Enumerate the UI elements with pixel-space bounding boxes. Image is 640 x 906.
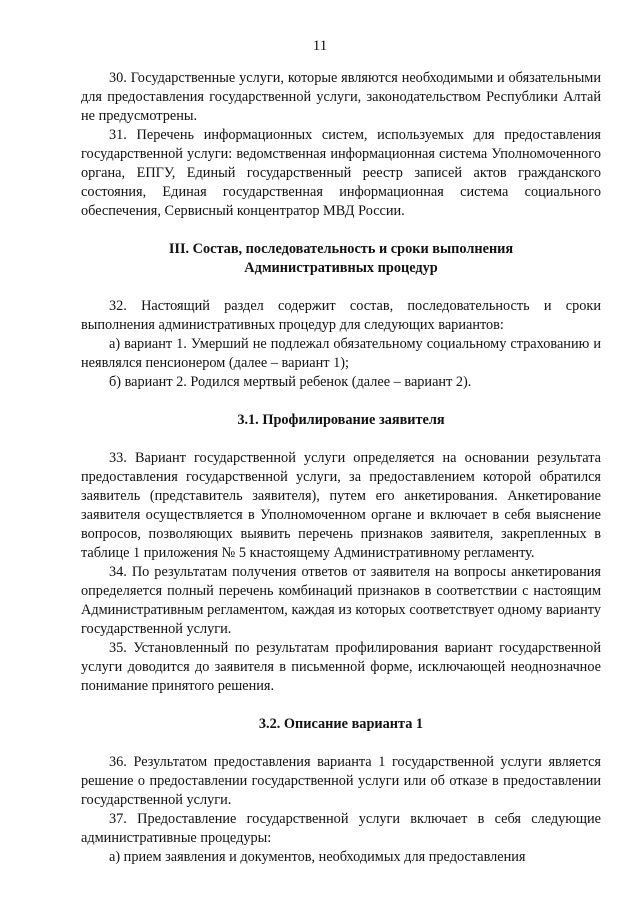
paragraph-30: 30. Государственные услуги, которые являются необходимыми и обязательными для предоставления государственной услуги, законодательством Республики Алтай не предусмотрены. (81, 70, 601, 124)
paragraph-32: 32. Настоящий раздел содержит состав, последовательность и сроки выполнения административных процедур для следующих вариантов: (81, 298, 601, 333)
document-body (81, 69, 601, 867)
paragraph-35: 35. Установленный по результатам профилирования вариант государственной услуги доводится до заявителя в письменной форме, исключающей неоднозначное понимание принятого решения. (81, 640, 601, 694)
paragraph-34: 34. По результатам получения ответов от заявителя на вопросы анкетирования определяется полный перечень комбинаций признаков в соответствии с настоящим Административным регламентом, каждая из которых соответствует одному варианту государственной услуги. (81, 564, 601, 637)
section-3-heading-line1: III. Состав, последовательность и сроки выполнения (168, 241, 514, 257)
paragraph-32-item-a: а) вариант 1. Умерший не подлежал обязательному социальному страхованию и неявлялся пенсионером (далее – вариант 1); (81, 336, 601, 371)
paragraph-33: 33. Вариант государственной услуги определяется на основании результата предоставления государственной услуги, за предоставлением которой обратился заявитель (представитель заявителя), путем его анкетирования. Анкетирование заявителя осуществляется в Уполномоченном органе и включает в себя выяснение вопросов, позволяющих выявить перечень признаков заявителя, закрепленных в таблице 1 приложения № 5 кнастоящему Административному регламенту. (81, 450, 601, 561)
page-number: 11 (312, 38, 328, 54)
section-3-heading (81, 240, 601, 278)
subsection-3-2-heading: 3.2. Описание варианта 1 (258, 716, 424, 732)
paragraph-37-item-a: а) прием заявления и документов, необходимых для предоставления (109, 849, 526, 865)
paragraph-31: 31. Перечень информационных систем, используемых для предоставления государственной услуги: ведомственная информационная система Уполномоченного органа, ЕПГУ, Единый государственный реестр записей актов гражданского состояния, Единая государственная информационная система социального обеспечения, Сервисный концентратор МВД России. (81, 127, 601, 219)
paragraph-36: 36. Результатом предоставления варианта 1 государственной услуги является решение о предоставлении государственной услуги или об отказе в предоставлении государственной услуги. (81, 754, 601, 808)
section-3-heading-line2: Административных процедур (244, 260, 438, 276)
paragraph-37: 37. Предоставление государственной услуги включает в себя следующие административные процедуры: (81, 811, 601, 846)
subsection-3-1-heading: 3.1. Профилирование заявителя (237, 412, 445, 428)
paragraph-32-item-b: б) вариант 2. Родился мертвый ребенок (далее – вариант 2). (109, 374, 472, 390)
